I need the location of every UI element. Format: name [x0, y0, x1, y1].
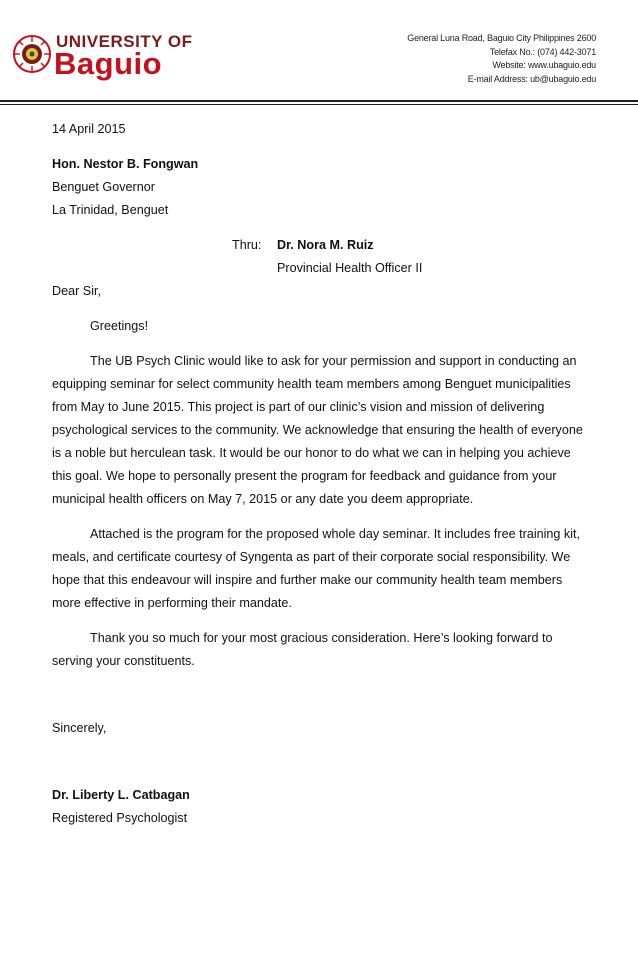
paragraph-line: The UB Psych Clinic would like to ask for your permission and support in conducting an [90, 354, 577, 368]
paragraph-line: meals, and certificate courtesy of Syngenta as part of their corporate social responsibility. We [52, 550, 571, 564]
paragraph-2 [52, 523, 592, 615]
paragraph-line: is a noble but herculean task. It would be our honor to do what we can in helping you achieve [52, 446, 571, 460]
university-logo [8, 24, 208, 88]
thru-label: Thru: [232, 238, 262, 252]
paragraph-line: Thank you so much for your most gracious consideration. Here’s looking forward to [90, 631, 553, 645]
paragraph-line: equipping seminar for select community health team members among Benguet municipalities [52, 377, 571, 391]
header-divider-thick [0, 100, 638, 102]
thru-title-row [52, 257, 592, 280]
telefax-text: Telefax No.: (074) 442-3071 [489, 46, 596, 57]
thru-row [52, 234, 592, 257]
contact-block [407, 32, 596, 86]
recipient-name: Hon. Nestor B. Fongwan [52, 157, 199, 171]
letter-date: 14 April 2015 [52, 122, 126, 136]
recipient-title: Benguet Governor [52, 180, 155, 194]
paragraph-line: more effective in performing their mandate. [52, 596, 292, 610]
paragraph-line: this goal. We hope to personally present the program for feedback and guidance from your [52, 469, 557, 483]
closing: Sincerely, [52, 721, 107, 735]
letterhead [0, 0, 638, 110]
paragraph-line: municipal health officers on May 7, 2015 or any date you deem appropriate. [52, 492, 474, 506]
greeting: Greetings! [90, 319, 149, 333]
paragraph-line: hope that this endeavour will inspire and further make our community health team members [52, 573, 563, 587]
salutation: Dear Sir, [52, 284, 101, 298]
paragraph-line: psychological services to the community. We acknowledge that ensuring the health of everyone [52, 423, 583, 437]
paragraph-line: from May to June 2015. This project is part of our clinic’s vision and mission of delivering [52, 400, 545, 414]
website-text: Website: www.ubaguio.edu [492, 60, 596, 70]
letter-body [52, 118, 592, 830]
thru-name: Dr. Nora M. Ruiz [277, 238, 374, 252]
logo-text-bottom: Baguio [54, 46, 163, 81]
signatory-name: Dr. Liberty L. Catbagan [52, 788, 190, 802]
address-text: General Luna Road, Baguio City Philippines 2600 [407, 33, 596, 43]
thru-title: Provincial Health Officer II [277, 261, 423, 275]
university-seal-icon [12, 34, 52, 74]
email-text: E-mail Address: ub@ubaguio.edu [467, 73, 596, 84]
paragraph-1 [52, 350, 592, 511]
paragraph-line: Attached is the program for the proposed whole day seminar. It includes free training kit, [90, 527, 581, 541]
paragraph-3 [52, 627, 592, 673]
signatory-title: Registered Psychologist [52, 811, 188, 825]
paragraph-line: serving your constituents. [52, 654, 195, 668]
recipient-location: La Trinidad, Benguet [52, 203, 169, 217]
logo-text-top: UNIVERSITY OF [56, 32, 193, 51]
header-divider-thin [0, 104, 638, 105]
